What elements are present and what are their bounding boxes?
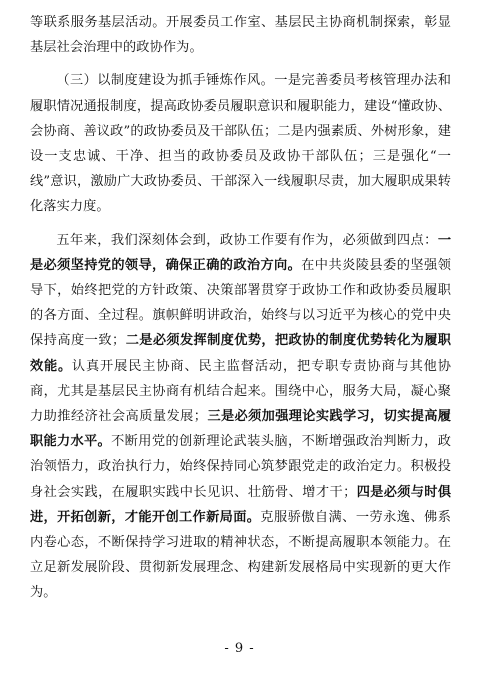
paragraph-text: 五年来，我们深刻体会到，政协工作要有作为，必须做到四点： <box>56 232 438 248</box>
paragraph-style-building <box>30 68 451 219</box>
paragraph-gap <box>30 220 451 228</box>
bold-point-two: 二是必须发挥制度优势，把政协的制度优势转化为履职效能。 <box>30 333 451 374</box>
bold-point-four: 四是必须与时俱进，开拓创新，才能开创工作新局面。 <box>30 484 452 525</box>
paragraph-text: （三）以制度建设为抓手锤炼作风。一是完善委员考核管理办法和履职情况通报制度，提高政协委员履职意识和履职能力，建设“懂政协、会协商、善议政”的政协委员及干部队伍；二是内强素质、外树形象，建设一支忠诚、干净、担当的政协委员及政协干部队伍；三是强化“一线”意识，激励广大政协委员、干部深入一线履职尽责，加大履职成果转化落实力度。 <box>30 73 451 215</box>
paragraph-four-points <box>30 228 451 606</box>
page-number: - 9 - <box>224 641 255 656</box>
paragraph-text: 克服骄傲自满、一劳永逸、佛系内卷心态，不断保持学习进取的精神状态，不断提高履职本领能力。在立足新发展阶段、贯彻新发展理念、构建新发展格局中实现新的更大作为。 <box>30 509 451 601</box>
paragraph-gap <box>30 60 451 68</box>
paragraph-text: 等联系服务基层活动。开展委员工作室、基层民主协商机制探索，彰显基层社会治理中的政协作为。 <box>30 15 451 56</box>
paragraph-continuation <box>30 10 451 60</box>
bold-point-one: 一是必须坚持党的领导，确保正确的政治方向。 <box>30 232 451 273</box>
bold-point-three: 三是必须加强理论实践学习，切实提高履职能力水平。 <box>30 409 451 450</box>
paragraph-text: 不断用党的创新理论武装头脑，不断增强政治判断力，政治领悟力，政治执行力，始终保持同心筑梦跟党走的政治定力。积极投身社会实践，在履职实践中长见识、壮筋骨、增才干； <box>30 434 451 500</box>
paragraph-text: 在中共炎陵县委的坚强领导下，始终把党的方针政策、决策部署贯穿于政协工作和政协委员履职的各方面、全过程。旗帜鲜明讲政治，始终与以习近平为核心的党中央保持高度一致； <box>30 257 451 349</box>
paragraph-text: 认真开展民主协商、民主监督活动，把专职专责协商与其他协商，尤其是基层民主协商有机结合起来。围绕中心，服务大局，凝心聚力助推经济社会高质量发展； <box>30 358 452 425</box>
